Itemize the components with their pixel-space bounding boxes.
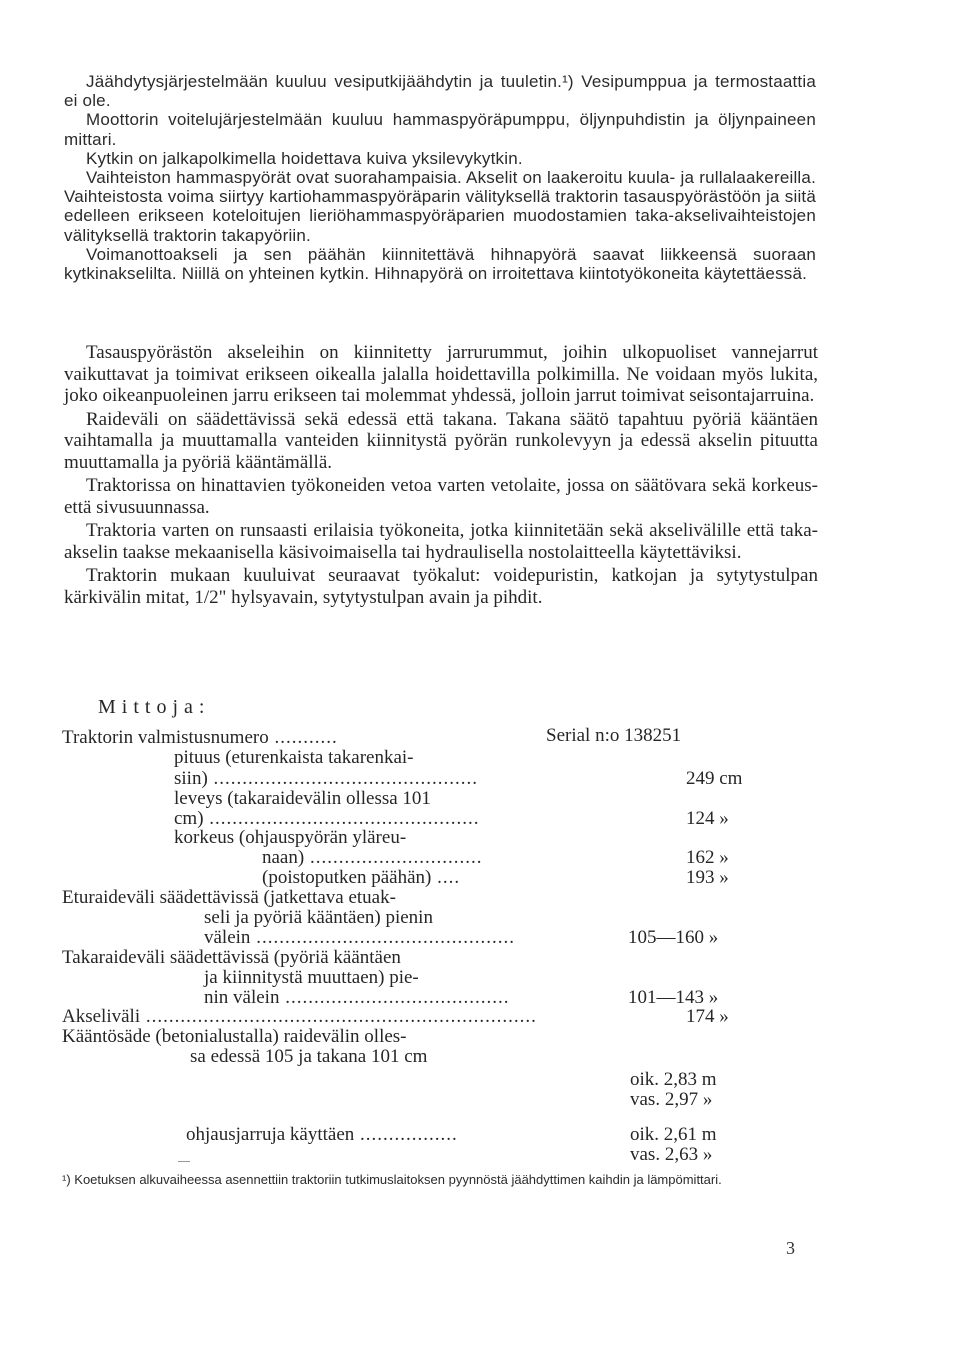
dim-steering-label: ohjausjarruja käyttäen xyxy=(186,1124,355,1145)
leader-dots: .................................................................... xyxy=(140,1006,537,1027)
leader-dots: ............................................. xyxy=(250,927,515,948)
footnote-rule xyxy=(178,1161,190,1162)
dim-front-track-2: seli ja pyöriä kääntäen) pienin xyxy=(204,907,433,928)
dim-width-label-1: leveys (takaraidevälin ollessa 101 xyxy=(174,788,431,809)
dim-height2-row xyxy=(262,867,460,889)
paragraph-lubrication: Moottorin voitelujärjestelmään kuuluu hammaspyöräpumppu, öljynpuhdistin ja öljynpaineen mittari. xyxy=(64,110,816,149)
leader-dots: .............................. xyxy=(304,847,483,868)
footnote: ¹) Koetuksen alkuvaiheessa asennettiin traktoriin tutkimuslaitoksen pyynnöstä jäähdyttimen kaihdin ja lämpömittari. xyxy=(62,1172,722,1187)
dim-length-row xyxy=(174,768,478,790)
dim-rear-track-3: nin välein xyxy=(204,987,280,1008)
page-number: 3 xyxy=(786,1238,795,1258)
dim-length-label-2: siin) xyxy=(174,768,208,789)
dim-height2-value: 193 » xyxy=(686,867,729,888)
dim-front-track-value: 105—160 » xyxy=(628,927,719,948)
dim-serial-row xyxy=(62,727,338,749)
dim-height-label-1: korkeus (ohjauspyörän yläreu- xyxy=(174,827,407,848)
paragraph-track: Raideväli on säädettävissä sekä edessä että takana. Takana säätö tapahtuu pyöriä kääntäen vaihtamalla ja muuttamalla vanteiden kiinnitystä pyörän runkolevyyn ja edessä akselin pituutta muuttamalla ja pyöriä kääntämällä. xyxy=(64,408,818,473)
dim-width-value: 124 » xyxy=(686,808,729,829)
dim-height-value: 162 » xyxy=(686,847,729,868)
dim-turning-2: sa edessä 105 ja takana 101 cm xyxy=(190,1046,428,1067)
dim-steering-row xyxy=(186,1124,458,1146)
leader-dots: .............................................. xyxy=(207,768,479,789)
dimensions-heading: Mittoja: xyxy=(98,696,211,718)
dim-turning-left: vas. 2,97 » xyxy=(630,1089,713,1110)
dim-length-label-1: pituus (eturenkaista takarenkai- xyxy=(174,747,414,768)
leader-dots: ....................................... xyxy=(279,987,510,1008)
paragraph-clutch: Kytkin on jalkapolkimella hoidettava kuiva yksilevykytkin. xyxy=(86,148,523,168)
dim-rear-track-value: 101—143 » xyxy=(628,987,719,1008)
dim-wheelbase-row xyxy=(62,1006,537,1028)
dim-rear-track-2: ja kiinnitystä muuttaen) pie- xyxy=(204,967,419,988)
dim-height2-label: (poistoputken päähän) xyxy=(262,867,432,888)
dim-front-track-3: välein xyxy=(204,927,251,948)
serif-body-text xyxy=(64,342,818,610)
paragraph-cooling: Jäähdytysjärjestelmään kuuluu vesiputkijäähdytin ja tuuletin.¹) Vesipumppua ja termostaattia ei ole. xyxy=(64,72,816,111)
dim-steering-left: vas. 2,63 » xyxy=(630,1144,713,1165)
leader-dots: .... xyxy=(431,867,461,888)
dim-turning-right: oik. 2,83 m xyxy=(630,1069,717,1090)
dim-turning-1: Kääntösäde (betonialustalla) raidevälin olles- xyxy=(62,1026,407,1047)
dim-serial-value: Serial n:o 138251 xyxy=(546,725,682,746)
paragraph-drawbar: Traktorissa on hinattavien työkoneiden vetoa varten vetolaite, jossa on säätövara sekä korkeus- että sivusuunnassa. xyxy=(64,475,818,518)
dim-serial-label: Traktorin valmistusnumero xyxy=(62,727,269,748)
paragraph-tools: Traktorin mukaan kuuluivat seuraavat työkalut: voidepuristin, katkojan ja sytytystulpan kärkivälin mitat, 1/2" hylsyavain, sytytystulpan avain ja pihdit. xyxy=(64,565,818,608)
dim-wheelbase-label: Akseliväli xyxy=(62,1006,141,1027)
dim-width-label-2: cm) xyxy=(174,808,204,829)
paragraph-pto: Voimanottoakseli ja sen päähän kiinnitettävä hihnapyörä saavat liikkeensä suoraan kytkinakselilta. Niillä on yhteinen kytkin. Hihnapyörä on irroitettava kiintotyökoneita käytettäessä. xyxy=(64,244,816,284)
dim-wheelbase-value: 174 » xyxy=(686,1006,729,1027)
dim-steering-right: oik. 2,61 m xyxy=(630,1124,717,1145)
dim-front-track-1: Eturaideväli säädettävissä (jatkettava etuak- xyxy=(62,887,396,908)
leader-dots: ........... xyxy=(268,727,338,748)
dim-front-track-row xyxy=(204,927,515,949)
dim-height-label-2: naan) xyxy=(262,847,305,868)
leader-dots: ............................................... xyxy=(203,808,480,829)
paragraph-brakes: Tasauspyörästön akseleihin on kiinnitetty jarrurummut, joihin ulkopuoliset vannejarrut vaikuttavat ja toimivat erikseen oikealla jalalla hoidettavilla polkimilla. Ne voidaan myös lukita, joko oikeanpuoleinen jarru erikseen tai molemmat yhdessä, jolloin jarrut toimivat seisontajarruina. xyxy=(64,342,818,406)
paragraph-implements: Traktoria varten on runsaasti erilaisia työkoneita, jotka kiinnitetään sekä akselivälille että taka-akselin taakse mekaanisella käsivoimaisella tai hydraulisella nostolaitteella käytettäviksi. xyxy=(64,520,818,563)
dim-length-value: 249 cm xyxy=(686,768,743,789)
dim-height-row xyxy=(262,847,482,869)
leader-dots: ................. xyxy=(354,1124,458,1145)
paragraph-gearbox: Vaihteiston hammaspyörät ovat suorahampaisia. Akselit on laakeroitu kuula- ja rullalaakereilla. Vaihteistosta voima siirtyy kartiohammaspyöräparin välityksellä traktorin tasauspyörästöön ja siitä edelleen erikseen koteloitujen lieriöhammaspyöräparien muodostamien taka-akselivaihteistojen välityksellä traktorin takapyöriin. xyxy=(64,168,816,245)
sans-body-text xyxy=(64,72,816,283)
dim-rear-track-1: Takaraideväli säädettävissä (pyöriä kääntäen xyxy=(62,947,401,968)
